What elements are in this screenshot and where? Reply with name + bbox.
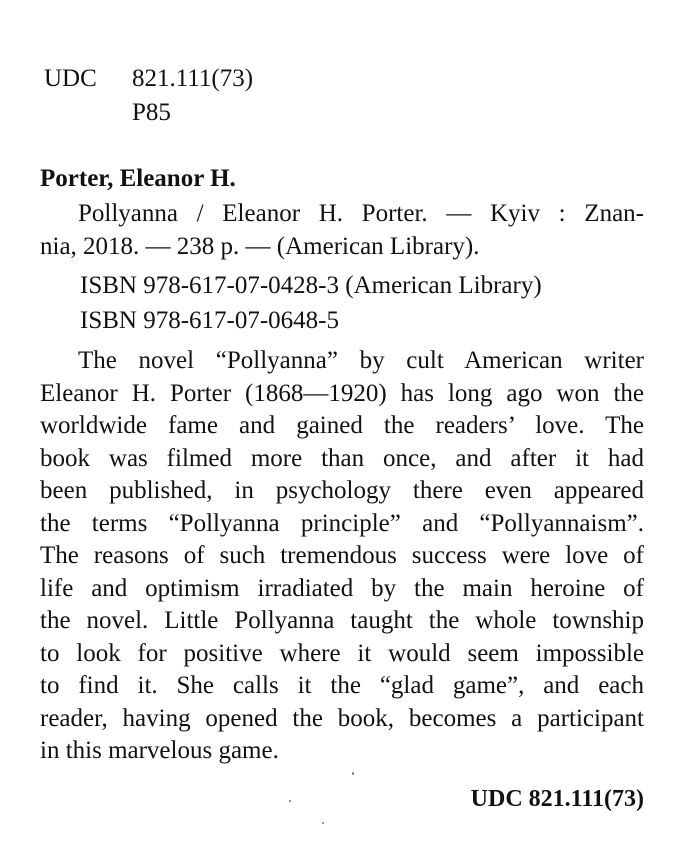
scan-speck <box>352 772 354 775</box>
annotation-line: to look for positive where it would seem impossible <box>40 639 644 667</box>
annotation <box>40 345 644 768</box>
bibliographic-description <box>40 198 644 263</box>
scan-speck <box>289 800 291 802</box>
annotation-line: the terms “Pollyanna principle” and “Pollyannaism”. <box>40 509 644 537</box>
author-heading: Porter, Eleanor H. <box>40 165 236 192</box>
annotation-line: life and optimism irradiated by the main heroine of <box>40 574 644 602</box>
author-code-row <box>44 96 253 130</box>
annotation-line: the novel. Little Pollyanna taught the whole township <box>40 607 644 634</box>
annotation-line: worldwide fame and gained the readers’ love. The <box>40 412 644 439</box>
udc-footer: UDC 821.111(73) <box>470 786 644 812</box>
annotation-line: Eleanor H. Porter (1868—1920) has long ago won the <box>40 379 644 407</box>
annotation-line: been published, in psychology there even appeared <box>40 477 644 504</box>
scan-speck <box>322 822 324 824</box>
isbn-line: ISBN 978-617-07-0428-3 (American Library) <box>80 272 542 299</box>
isbn-line: ISBN 978-617-07-0648-5 <box>80 307 340 334</box>
udc-label: UDC <box>44 65 97 92</box>
annotation-line: reader, having opened the book, becomes a participant <box>40 704 644 732</box>
udc-header <box>44 62 253 130</box>
udc-code: 821.111(73) <box>132 65 254 92</box>
annotation-line: book was filmed more than once, and after it had <box>40 444 644 472</box>
annotation-line: The novel “Pollyanna” by cult American writer <box>78 347 644 374</box>
udc-row <box>44 62 253 96</box>
bib-line: Pollyanna / Eleanor H. Porter. — Kyiv : Znan- <box>78 200 644 227</box>
annotation-line: to find it. She calls it the “glad game”, and each <box>40 672 644 699</box>
annotation-line: The reasons of such tremendous success were love of <box>40 542 644 569</box>
author-code: P85 <box>132 99 171 126</box>
bib-line: nia, 2018. — 238 p. — (American Library). <box>40 232 480 260</box>
annotation-line: in this marvelous game. <box>40 737 279 764</box>
